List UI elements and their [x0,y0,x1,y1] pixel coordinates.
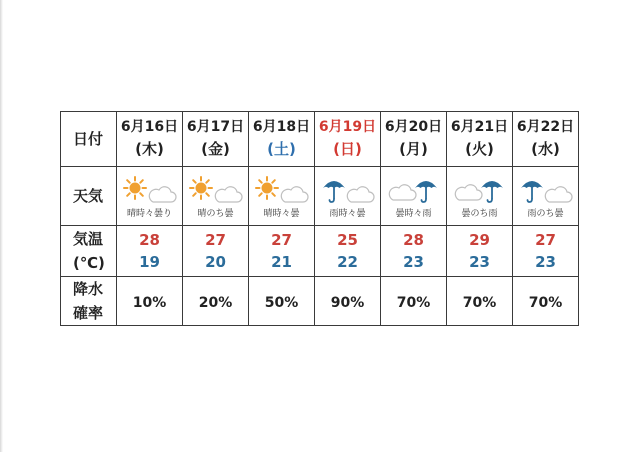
rain-label-line1: 降水 [73,280,104,298]
weekday-text: (月) [399,140,428,158]
low-temp: 22 [337,253,358,271]
day-cell [315,112,381,167]
temperature-cell [117,226,183,277]
rain-cell [381,277,447,326]
weather-cell [315,167,381,226]
rain-label-line2: 確率 [73,304,104,322]
date-row [61,112,579,167]
cloud-icon [345,184,375,204]
weather-description: 晴時々曇り [126,209,172,219]
high-temp: 27 [205,231,226,249]
weather-icons [447,176,512,206]
rain-probability: 70% [528,294,563,311]
cloud-icon [213,184,243,204]
high-temp: 25 [337,231,358,249]
low-temp: 23 [403,253,424,271]
weather-icons [117,176,182,206]
weekday-text: (水) [531,140,560,158]
low-temp: 23 [535,253,556,271]
umbrella-icon [519,176,545,204]
high-temp: 28 [139,231,160,249]
date-text: 6月17日 [186,119,245,135]
date-text: 6月18日 [252,119,311,135]
high-temp: 28 [403,231,424,249]
temperature-row-label [61,226,117,277]
cloud-icon [279,184,309,204]
cloud-icon [543,184,573,204]
day-cell [183,112,249,167]
rain-cell [117,277,183,326]
sun-icon [255,176,279,200]
weekday-text: (金) [201,140,230,158]
rain-probability: 10% [132,294,167,311]
weather-cell [381,167,447,226]
low-temp: 20 [205,253,226,271]
rain-cell [447,277,513,326]
rain-row-label [61,277,117,326]
low-temp: 23 [469,253,490,271]
weather-cell [513,167,579,226]
rain-probability: 70% [462,294,497,311]
rain-probability: 50% [264,294,299,311]
day-cell [381,112,447,167]
day-cell [117,112,183,167]
low-temp: 19 [139,253,160,271]
date-text-sunday: 6月19日 [318,119,377,135]
weather-row [61,167,579,226]
rain-probability: 70% [396,294,431,311]
temperature-row [61,226,579,277]
weather-row-label: 天気 [61,167,117,226]
weekday-text: (木) [135,140,164,158]
day-cell [447,112,513,167]
weather-description: 曇時々雨 [395,209,432,219]
temperature-cell [447,226,513,277]
weather-description: 曇のち雨 [461,209,498,219]
date-text: 6月16日 [120,119,179,135]
sun-icon [189,176,213,200]
date-row-label: 日付 [61,112,117,167]
rain-probability: 90% [330,294,365,311]
weather-cell [447,167,513,226]
low-temp: 21 [271,253,292,271]
weather-description: 晴時々曇 [263,209,300,219]
weather-icons [513,176,578,206]
umbrella-icon [413,176,439,204]
cloud-icon [147,184,177,204]
date-text: 6月21日 [450,119,509,135]
weekly-forecast-table [60,111,579,326]
weather-description: 晴のち曇 [197,209,234,219]
day-cell [513,112,579,167]
weather-icons [183,176,248,206]
weather-icons [249,176,314,206]
temperature-label-line2: (℃) [73,254,105,272]
high-temp: 27 [535,231,556,249]
weekday-text-sunday: (日) [333,140,362,158]
weather-cell [117,167,183,226]
temperature-cell [381,226,447,277]
umbrella-icon [479,176,505,204]
rain-probability-row [61,277,579,326]
rain-cell [249,277,315,326]
umbrella-icon [321,176,347,204]
temperature-label-line1: 気温 [73,230,104,248]
weekday-text: (火) [465,140,494,158]
weather-description: 雨時々曇 [329,209,366,219]
rain-cell [183,277,249,326]
rain-probability: 20% [198,294,233,311]
temperature-cell [249,226,315,277]
rain-cell [513,277,579,326]
weather-description: 雨のち曇 [527,209,564,219]
weather-cell [249,167,315,226]
high-temp: 29 [469,231,490,249]
date-text: 6月20日 [384,119,443,135]
temperature-cell [513,226,579,277]
weather-icons [381,176,446,206]
page-edge-shadow [0,0,3,452]
date-text: 6月22日 [516,119,575,135]
temperature-cell [183,226,249,277]
weekday-text-saturday: (土) [267,140,296,158]
sun-icon [123,176,147,200]
high-temp: 27 [271,231,292,249]
rain-cell [315,277,381,326]
weather-cell [183,167,249,226]
weather-icons [315,176,380,206]
day-cell [249,112,315,167]
temperature-cell [315,226,381,277]
